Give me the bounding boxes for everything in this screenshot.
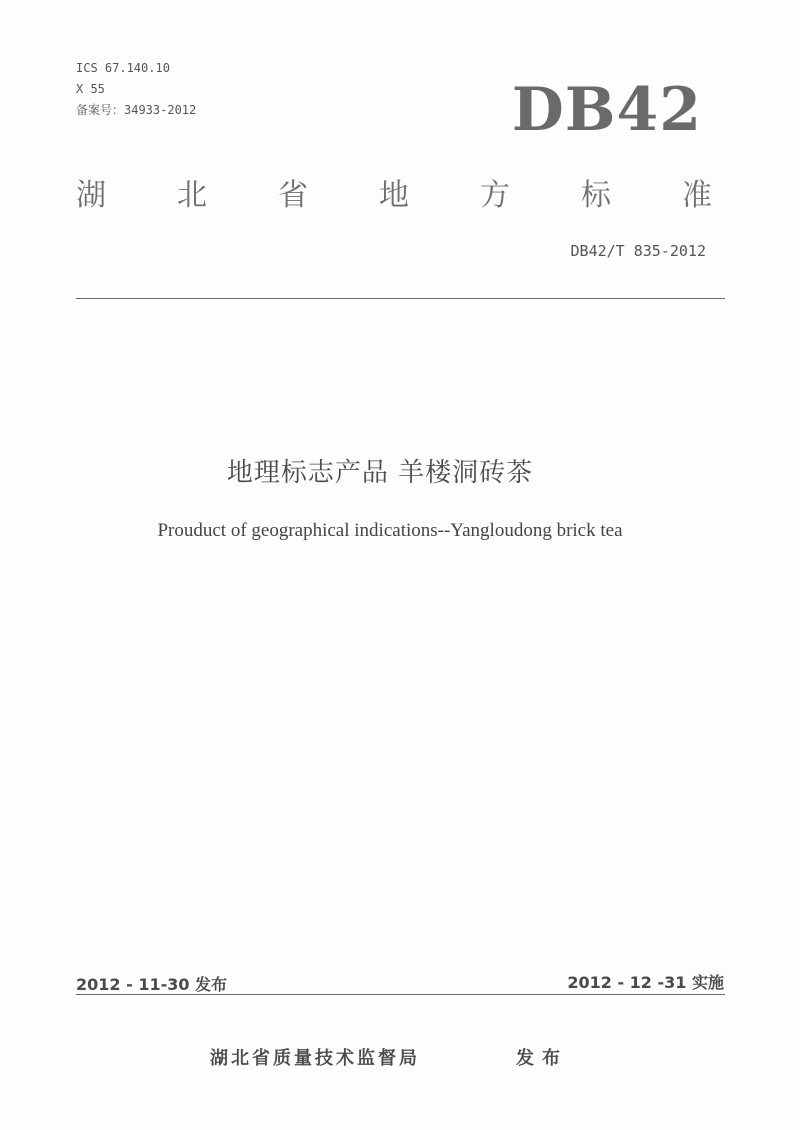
top-divider	[76, 298, 725, 299]
standard-type-char: 方	[480, 178, 510, 213]
bottom-divider	[76, 994, 725, 995]
publish-label: 发布	[516, 1048, 568, 1069]
standard-type-char: 北	[177, 178, 207, 213]
ics-code: ICS 67.140.10	[76, 61, 170, 75]
standard-type-char: 地	[379, 178, 409, 213]
standard-number: DB42/T 835-2012	[570, 242, 706, 260]
title-chinese: 地理标志产品 羊楼洞砖茶	[226, 458, 534, 488]
standard-type-char: 标	[581, 178, 611, 213]
standard-type-char: 湖	[76, 178, 106, 213]
standard-type-char: 准	[682, 178, 712, 213]
standard-type-char: 省	[278, 178, 308, 213]
issue-date: 2012 - 11-30 发布	[76, 975, 228, 994]
db42-logo: DB42	[511, 75, 702, 145]
classification-code: X 55	[76, 82, 105, 96]
standard-type-heading	[76, 170, 712, 214]
record-number: 备案号：34933-2012	[76, 103, 197, 117]
publisher-name: 湖北省质量技术监督局	[210, 1048, 420, 1069]
title-english: Prouduct of geographical indications--Yangloudong brick tea	[157, 520, 623, 541]
effective-date: 2012 - 12 -31 实施	[567, 973, 724, 992]
